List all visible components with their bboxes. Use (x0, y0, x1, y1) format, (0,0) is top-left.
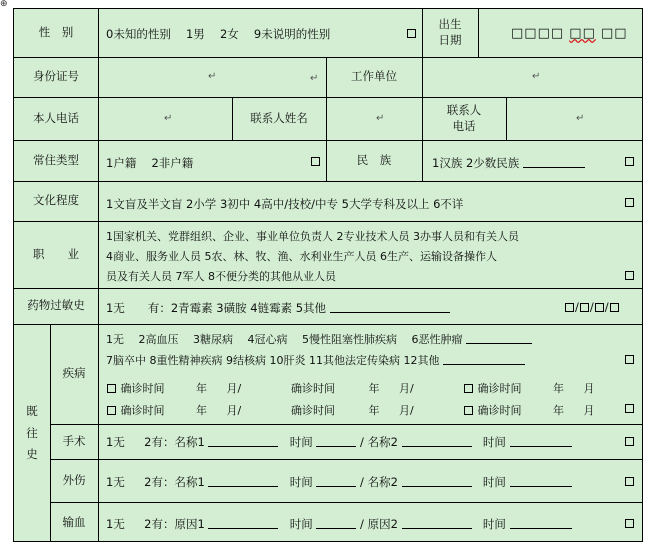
disease-diag-checkbox[interactable] (107, 384, 116, 393)
gender-checkbox[interactable] (407, 29, 416, 38)
surgery-no: 1无 (106, 435, 125, 449)
birth-year-boxes: □□□□ (511, 26, 565, 41)
residence-checkbox[interactable] (311, 157, 320, 166)
year-label: 年 (196, 404, 207, 417)
contact-phone-label (422, 99, 506, 139)
month-label: 月 (583, 382, 595, 395)
allergy-checkbox[interactable] (595, 303, 604, 312)
contact-phone-label-line2: 电话 (452, 119, 476, 133)
row-divider (14, 97, 643, 98)
diagnosis-row (463, 380, 595, 396)
diag-label: 确诊时间 (291, 404, 335, 417)
diagnosis-row: 确诊时间 年 月/ (291, 382, 414, 395)
occupation-label: 职 业 (33, 246, 79, 261)
birth-date-field[interactable] (511, 26, 628, 41)
contact-phone-field[interactable]: ↵ (576, 113, 585, 124)
phone-field[interactable]: ↵ (164, 113, 173, 124)
past-history-char: 既 (26, 403, 38, 418)
trauma-checkbox[interactable] (625, 477, 634, 486)
drug-allergy-blank[interactable] (330, 302, 450, 313)
transfusion-no: 1无 (106, 517, 125, 531)
birth-date-label-line2: 日期 (438, 33, 462, 47)
table-move-handle[interactable]: ⊕ (0, 0, 8, 9)
surgery-name2-label: 名称2 (367, 435, 398, 449)
occupation-line-2: 4商业、服务业人员 5农、林、牧、渔、水利业生产人员 6生产、运输设备操作人 (106, 250, 497, 263)
drug-allergy-checkboxes[interactable]: / / / (564, 300, 620, 314)
drug-allergy-label: 药物过敏史 (27, 298, 85, 313)
diagnosis-row: 确诊时间 年 月/ (106, 380, 241, 396)
diagnosis-row (463, 402, 595, 418)
diag-label: 确诊时间 (477, 404, 522, 417)
birth-month-boxes: □□ (569, 26, 596, 41)
disease-cancer-blank[interactable] (466, 333, 532, 344)
transfusion-time2-blank[interactable] (510, 518, 572, 529)
transfusion-label: 输血 (62, 514, 86, 529)
transfusion-reason1-blank[interactable] (208, 518, 278, 529)
transfusion-time-label: 时间 (482, 517, 506, 531)
transfusion-reason2-blank[interactable] (402, 518, 472, 529)
transfusion-time-label: 时间 (289, 517, 313, 531)
id-number-label: 身份证号 (33, 69, 79, 84)
surgery-checkbox[interactable] (625, 437, 634, 446)
surgery-name1-label: 2有：名称1 (144, 435, 205, 449)
ethnicity-blank[interactable] (523, 157, 585, 168)
row-divider (50, 424, 643, 425)
diag-label: 确诊时间 (120, 404, 165, 417)
return-mark: ↵ (310, 73, 319, 84)
trauma-row: 1无 2有：名称1 时间 / 名称2 时间 (106, 474, 572, 490)
month-label: 月 (226, 404, 238, 417)
col-divider (478, 9, 479, 57)
surgery-name2-blank[interactable] (402, 436, 472, 447)
month-label: 月 (226, 382, 238, 395)
contact-phone-label-line1: 联系人 (446, 103, 482, 118)
transfusion-row: 1无 2有：原因1 时间 / 原因2 时间 (106, 516, 572, 532)
col-divider (422, 57, 423, 97)
phone-label: 本人电话 (33, 110, 79, 125)
trauma-no: 1无 (106, 475, 125, 489)
occupation-checkbox[interactable] (625, 271, 634, 280)
id-number-field[interactable]: ↵ (208, 71, 217, 82)
ethnicity-checkbox[interactable] (625, 157, 634, 166)
trauma-name2-label: 名称2 (367, 475, 398, 489)
month-label: 月 (583, 404, 595, 417)
disease-line-1-text: 1无 2高血压 3糖尿病 4冠心病 5慢性阻塞性肺疾病 6恶性肿瘤 (106, 333, 463, 346)
drug-allergy-options-text: 1无 有：2青霉素 3磺胺 4链霉素 5其他 (106, 301, 327, 315)
col-divider (98, 324, 99, 542)
trauma-name1-label: 2有：名称1 (144, 475, 205, 489)
row-divider (14, 288, 643, 289)
disease-other-blank[interactable] (443, 354, 525, 365)
ethnicity-options-text: 1汉族 2少数民族 (432, 156, 520, 170)
contact-name-field[interactable]: ↵ (376, 113, 385, 124)
trauma-name1-blank[interactable] (208, 476, 278, 487)
diagnosis-row: 确诊时间 年 月/ (106, 402, 241, 418)
disease-diag-checkbox[interactable] (464, 406, 473, 415)
trauma-time1-blank[interactable] (316, 476, 356, 487)
education-options: 1文盲及半文盲 2小学 3初中 4高中/技校/中专 5大学专科及以上 6不详 (106, 197, 464, 211)
row-divider (14, 324, 643, 325)
birth-date-label (422, 13, 478, 53)
transfusion-time1-blank[interactable] (316, 518, 356, 529)
col-divider (422, 140, 423, 181)
birth-day-boxes: □□ (601, 26, 628, 41)
disease-line-2-text: 7脑卒中 8重性精神疾病 9结核病 10肝炎 11其他法定传染病 12其他 (106, 354, 440, 367)
diagnosis-checkbox[interactable] (625, 404, 634, 413)
ethnicity-label: 民 族 (356, 152, 392, 167)
col-divider (98, 9, 99, 324)
past-history-char: 往 (26, 425, 38, 440)
transfusion-reason2-label: 原因2 (367, 517, 398, 531)
surgery-name1-blank[interactable] (208, 436, 278, 447)
col-divider (506, 97, 507, 140)
transfusion-reason1-label: 2有：原因1 (144, 517, 205, 531)
diag-label: 确诊时间 (477, 382, 522, 395)
disease-line-1 (106, 331, 532, 347)
month-label: 月 (399, 404, 410, 417)
ethnicity-options (432, 155, 585, 171)
drug-allergy-options (106, 300, 450, 316)
trauma-name2-blank[interactable] (402, 476, 472, 487)
year-label: 年 (196, 382, 207, 395)
allergy-checkbox[interactable] (580, 303, 589, 312)
past-history-char: 史 (26, 447, 38, 462)
work-unit-field[interactable]: ↵ (532, 71, 541, 82)
trauma-time2-blank[interactable] (510, 476, 572, 487)
disease-checkbox[interactable] (625, 355, 634, 364)
education-checkbox[interactable] (625, 198, 634, 207)
row-divider (50, 502, 643, 503)
past-history-label (14, 324, 50, 542)
trauma-time-label: 时间 (289, 475, 313, 489)
year-label: 年 (553, 404, 564, 417)
work-unit-label: 工作单位 (351, 69, 397, 84)
diagnosis-row: 确诊时间 年 月/ (291, 404, 414, 417)
gender-label: 性 别 (38, 25, 74, 40)
occupation-line-3: 员及有关人员 7军人 8不便分类的其他从业人员 (106, 270, 336, 283)
surgery-time-label: 时间 (289, 435, 313, 449)
trauma-label: 外伤 (62, 472, 86, 487)
disease-line-2 (106, 352, 525, 368)
occupation-line-1: 1国家机关、党群组织、企业、事业单位负责人 2专业技术人员 3办事人员和有关人员 (106, 230, 519, 243)
gender-options: 0未知的性别 1男 2女 9未说明的性别 (106, 27, 331, 41)
transfusion-checkbox[interactable] (625, 519, 634, 528)
residence-options: 1户籍 2非户籍 (106, 156, 194, 170)
allergy-checkbox[interactable] (565, 303, 574, 312)
year-label: 年 (553, 382, 564, 395)
contact-name-label: 联系人姓名 (250, 110, 308, 125)
surgery-row: 1无 2有：名称1 时间 / 名称2 时间 (106, 434, 572, 450)
row-divider (14, 221, 643, 222)
disease-diag-checkbox[interactable] (464, 384, 473, 393)
diag-label: 确诊时间 (291, 382, 335, 395)
diag-label: 确诊时间 (120, 382, 165, 395)
disease-diag-checkbox[interactable] (107, 406, 116, 415)
col-divider (326, 97, 327, 140)
education-label: 文化程度 (33, 193, 79, 208)
row-divider (50, 459, 643, 460)
disease-label: 疾病 (62, 366, 86, 381)
allergy-checkbox[interactable] (610, 303, 619, 312)
row-divider (14, 181, 643, 182)
residence-type-label: 常住类型 (33, 152, 79, 167)
year-label: 年 (368, 382, 380, 395)
surgery-time-label: 时间 (482, 435, 506, 449)
health-record-form (13, 8, 643, 542)
year-label: 年 (368, 404, 380, 417)
trauma-time-label: 时间 (482, 475, 506, 489)
surgery-time1-blank[interactable] (316, 436, 356, 447)
surgery-time2-blank[interactable] (510, 436, 572, 447)
surgery-label: 手术 (62, 433, 86, 448)
birth-date-label-line1: 出生 (438, 17, 462, 32)
month-label: 月 (399, 382, 410, 395)
